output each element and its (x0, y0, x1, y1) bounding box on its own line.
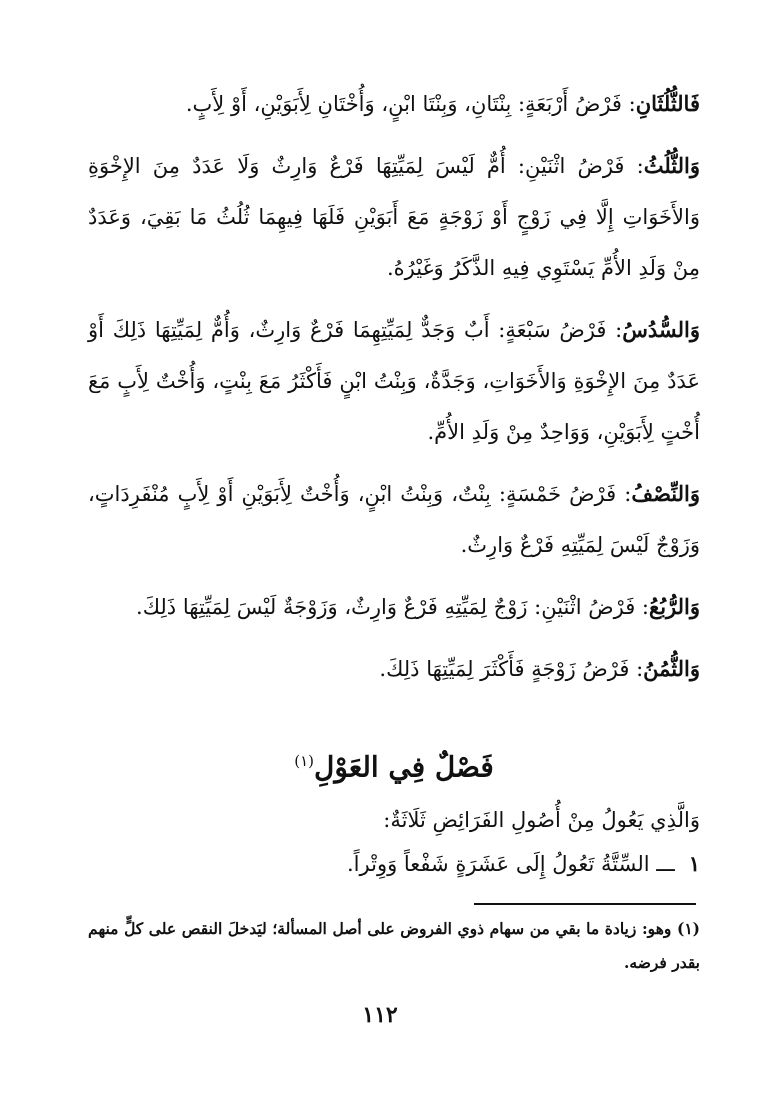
footnote-reference: (١) (294, 752, 315, 770)
list-item-number: ١ (688, 851, 700, 876)
term-one-third: وَالثُّلُثُ (643, 153, 700, 178)
term-one-eighth: وَالثُّمُنُ (643, 656, 700, 681)
paragraph-text: : فَرْضُ أَرْبَعَةٍ: بِنْتَانِ، وَبِنْتَا ابْنٍ، وَأُخْتَانِ لِأَبَوَيْنِ، أَوْ لِأَبٍ. (185, 92, 636, 116)
term-one-half: وَالنِّصْفُ (631, 481, 700, 506)
paragraph-one-sixth (88, 304, 700, 458)
footnote (88, 912, 700, 980)
paragraph-text: : فَرْضُ خَمْسَةٍ: بِنْتٌ، وَبِنْتُ ابْنٍ، وَأُخْتٌ لِأَبَوَيْنِ أَوْ لِأَبٍ مُنْفَرِدَاتٍ، وَزَوْجٌ لَيْسَ لِمَيِّتِهِ فَرْعٌ وَارِثٌ. (88, 482, 700, 557)
paragraph-one-half (88, 468, 700, 571)
paragraph-two-thirds (88, 78, 700, 130)
footnote-mark: (١) (676, 919, 700, 938)
term-one-quarter: وَالرُّبُعُ (649, 594, 700, 619)
paragraph-text: : فَرْضُ سَبْعَةٍ: أَبٌ وَجَدٌّ لِمَيِّتِهِمَا فَرْعٌ وَارِثٌ، وَأُمٌّ لِمَيِّتِهَا ذَلِكَ أَوْ عَدَدٌ مِنَ الإِخْوَةِ وَالأَخَوَاتِ، وَجَدَّةٌ، وَبِنْتُ ابْنٍ فَأَكْثَرُ مَعَ بِنْتٍ، وَأُخْتٌ لِأَبٍ مَعَ أُخْتٍ لِأَبَوَيْنِ، وَوَاحِدٌ مِنْ وَلَدِ الأُمِّ. (88, 318, 700, 444)
paragraph-one-eighth (88, 643, 700, 695)
paragraph-text: : فَرْضُ اثْنَيْنِ: أُمٌّ لَيْسَ لِمَيِّتِهَا فَرْعٌ وَارِثٌ وَلَا عَدَدٌ مِنَ الإِخْوَةِ وَالأَخَوَاتِ إِلَّا فِي زَوْجٍ أَوْ زَوْجَةٍ مَعَ أَبَوَيْنِ فَلَهَا فِيهِمَا ثُلُثُ مَا بَقِيَ، وَعَدَدٌ مِنْ وَلَدِ الأُمِّ يَسْتَوِي فِيهِ الذَّكَرُ وَغَيْرُهُ. (88, 154, 700, 280)
footnote-text: وهو: زيادة ما بقي من سهام ذوي الفروض على أصل المسألة؛ ليَدخلَ النقص على كلٍّ منهم بقدر فرضه. (88, 919, 700, 972)
footnote-divider (474, 903, 696, 905)
page-number: ١١٢ (362, 1002, 398, 1028)
section-heading (88, 736, 700, 792)
list-item-text: ـــ السِّتَّةُ تَعُولُ إِلَى عَشَرَةٍ شَفْعاً وَوِتْراً. (347, 852, 675, 876)
list-intro: وَالَّذِي يَعُولُ مِنْ أُصُولِ الفَرَائِضِ ثَلَاثَةٌ: (383, 808, 700, 832)
term-one-sixth: وَالسُّدُسُ (622, 317, 700, 342)
main-text (88, 78, 700, 705)
paragraph-text: : فَرْضُ اثْنَيْنِ: زَوْجٌ لِمَيِّتِهِ فَرْعٌ وَارِثٌ، وَزَوْجَةٌ لَيْسَ لِمَيِّتِهَا ذَلِكَ. (136, 595, 650, 619)
paragraph-text: : فَرْضُ زَوْجَةٍ فَأَكْثَرَ لِمَيِّتِهَا ذَلِكَ. (379, 657, 644, 681)
term-two-thirds: فَالثُّلُثَانِ (635, 91, 700, 116)
list-item (88, 840, 700, 888)
section-title: فَصْلٌ فِي العَوْلِ (314, 750, 494, 784)
paragraph-one-quarter (88, 581, 700, 633)
paragraph-one-third (88, 140, 700, 294)
